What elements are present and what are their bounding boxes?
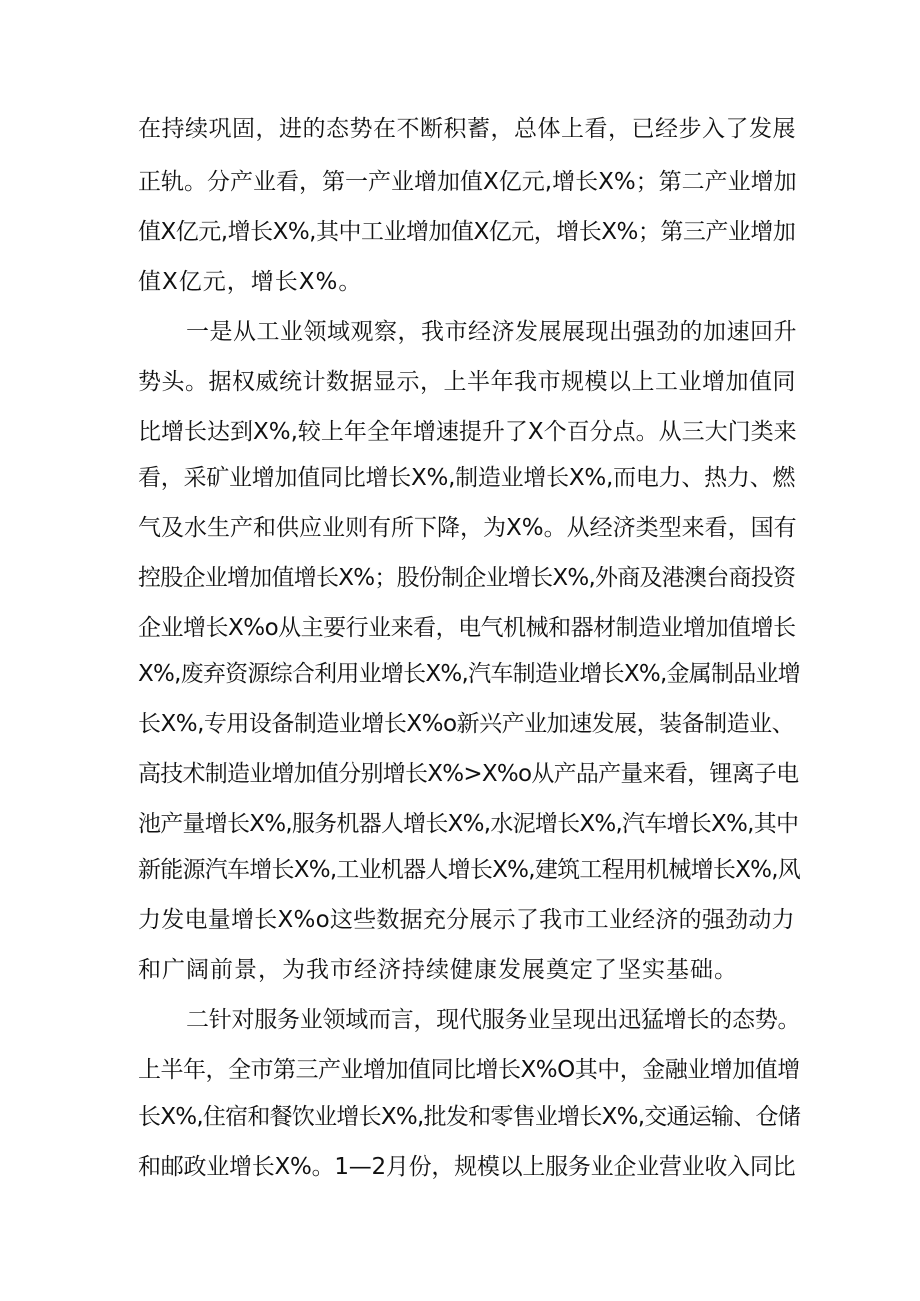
- text-line: 高技术制造业增加值分别增长X%>X%o从产品产量来看，锂离子电: [138, 761, 799, 787]
- text-line: 势头。据权威统计数据显示，上半年我市规模以上工业增加值同: [138, 369, 796, 395]
- text-line: 一是从工业领域观察，我市经济发展展现出强劲的加速回升: [186, 319, 797, 345]
- text-line: 上半年，全市第三产业增加值同比增长X%O其中，金融业增加值增: [138, 1057, 800, 1083]
- text-line: 和邮政业增长X%。1—2月份，规模以上服务业企业营业收入同比: [138, 1154, 796, 1180]
- text-line: 在持续巩固，进的态势在不断积蓄，总体上看，已经步入了发展: [138, 116, 796, 142]
- text-line: 控股企业增加值增长X%；股份制企业增长X%,外商及港澳台商投资: [138, 565, 796, 591]
- text-line: 和广阔前景，为我市经济持续健康发展奠定了坚实基础。: [138, 957, 738, 983]
- text-line: 气及水生产和供应业则有所下降，为X%。从经济类型来看，国有: [138, 515, 797, 541]
- text-line: 比增长达到X%,较上年全年增速提升了X个百分点。从三大门类来: [138, 419, 797, 445]
- text-line: 长X%,专用设备制造业增长X%o新兴产业加速发展，装备制造业、: [138, 711, 795, 737]
- text-line: 力发电量增长X%o这些数据充分展示了我市工业经济的强劲动力: [138, 907, 795, 933]
- text-line: X%,废弃资源综合利用业增长X%,汽车制造业增长X%,金属制品业增: [138, 661, 801, 687]
- text-line: 值X亿元,增长X%,其中工业增加值X亿元，增长X%；第三产业增加: [138, 219, 796, 245]
- text-line: 正轨。分产业看，第一产业增加值X亿元,增长X%；第二产业增加: [138, 169, 797, 195]
- text-line: 池产量增长X%,服务机器人增长X%,水泥增长X%,汽车增长X%,其中: [138, 811, 799, 837]
- text-line: 值X亿元，增长X%。: [138, 269, 363, 295]
- text-line: 二针对服务业领域而言，现代服务业呈现出迅猛增长的态势。: [186, 1007, 801, 1033]
- text-line: 新能源汽车增长X%,工业机器人增长X%,建筑工程用机械增长X%,风: [138, 857, 801, 883]
- text-line: 看，采矿业增加值同比增长X%,制造业增长X%,而电力、热力、燃: [138, 465, 796, 491]
- text-line: 长X%,住宿和餐饮业增长X%,批发和零售业增长X%,交通运输、仓储: [138, 1104, 801, 1130]
- text-line: 企业增长X%o从主要行业来看，电气机械和器材制造业增加值增长: [138, 615, 796, 641]
